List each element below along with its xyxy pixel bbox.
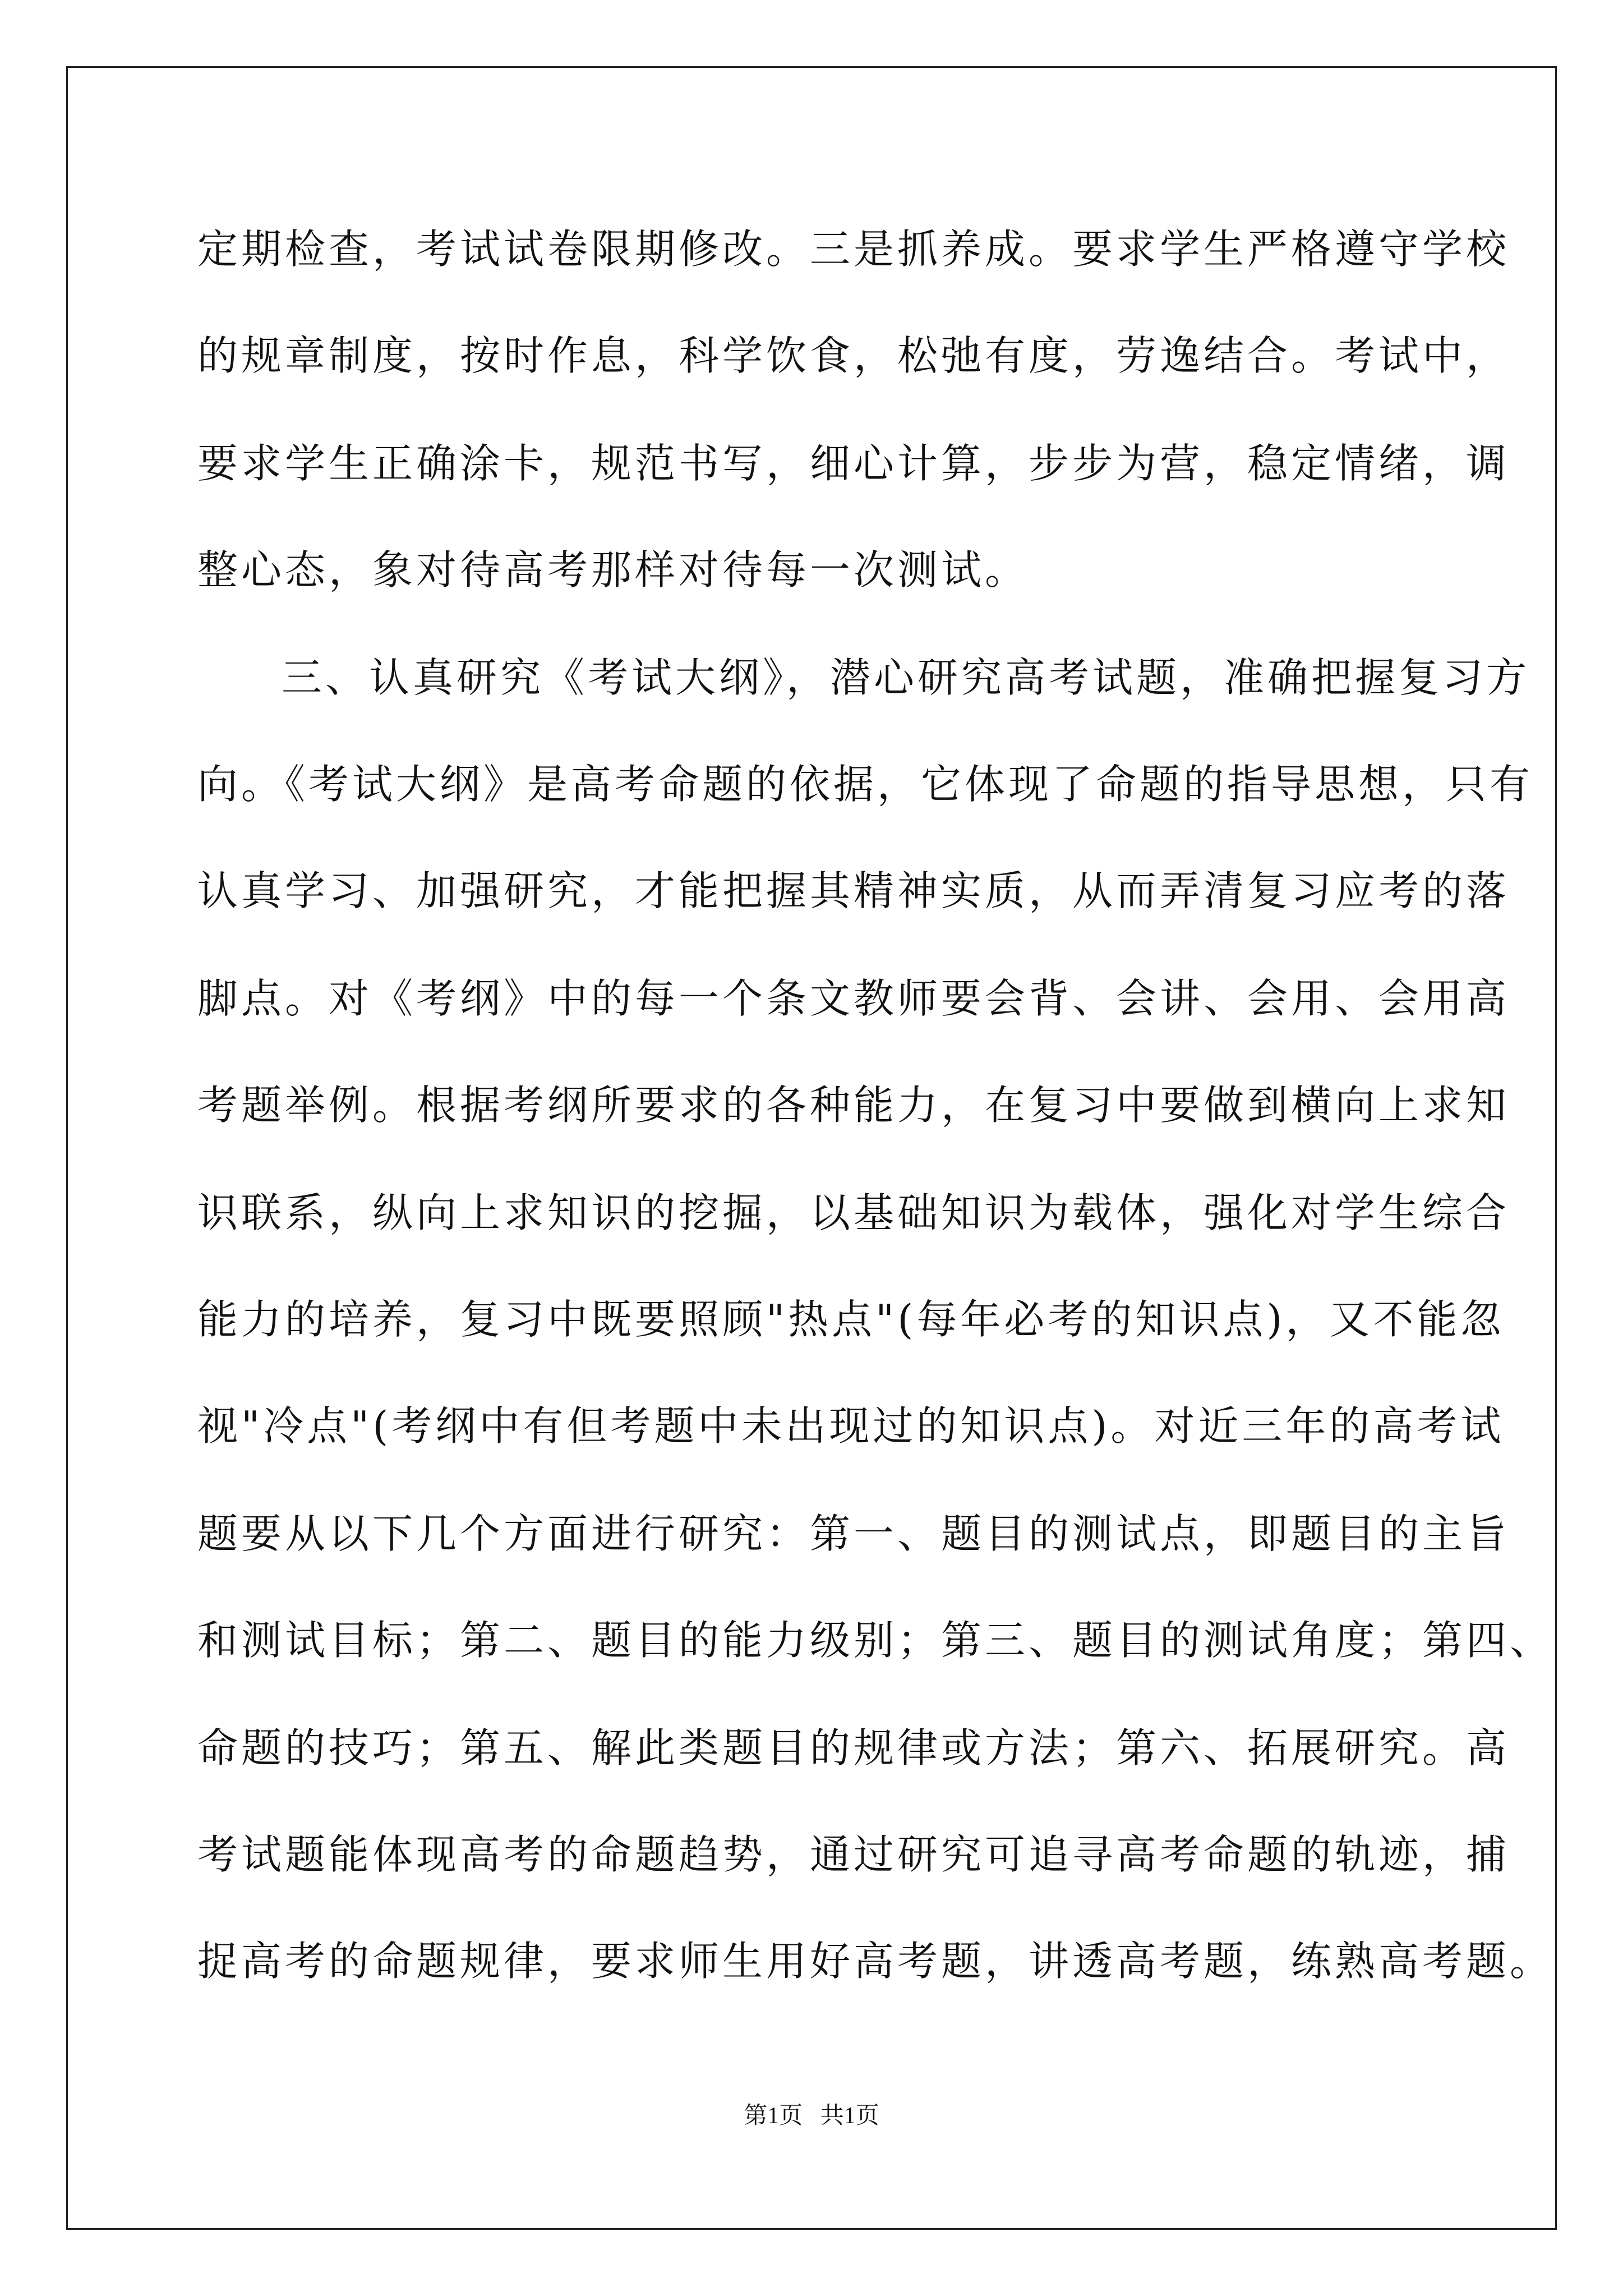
text-line: 题要从以下几个方面进行研究：第一、题目的测试点，即题目的主旨: [197, 1510, 1510, 1557]
text-line: 整心态，象对待高考那样对待每一次测试。: [197, 546, 1029, 593]
text-line: 三、认真研究《考试大纲》，潜心研究高考试题，准确把握复习方: [282, 654, 1530, 701]
page-border: [66, 66, 1557, 2230]
text-line: 考试题能体现高考的命题趋势，通过研究可追寻高考命题的轨迹，捕: [197, 1831, 1510, 1878]
text-line: 认真学习、加强研究，才能把握其精神实质，从而弄清复习应考的落: [197, 867, 1510, 914]
text-line: 捉高考的命题规律，要求师生用好高考题，讲透高考题，练熟高考题。: [197, 1938, 1554, 1985]
page-number: 第1页 共1页: [744, 2103, 879, 2129]
text-line: 视"冷点"(考纲中有但考题中未出现过的知识点)。对近三年的高考试: [197, 1402, 1505, 1450]
text-line: 考题举例。根据考纲所要求的各种能力，在复习中要做到横向上求知: [197, 1082, 1510, 1129]
text-line: 向。《考试大纲》是高考命题的依据，它体现了命题的指导思想，只有: [197, 761, 1534, 808]
text-line: 要求学生正确涂卡，规范书写，细心计算，步步为营，稳定情绪，调: [197, 440, 1510, 487]
text-line: 和测试目标；第二、题目的能力级别；第三、题目的测试角度；第四、: [197, 1617, 1554, 1664]
text-line: 识联系，纵向上求知识的挖掘，以基础知识为载体，强化对学生综合: [197, 1189, 1510, 1236]
text-line: 定期检查，考试试卷限期修改。三是抓养成。要求学生严格遵守学校: [197, 226, 1510, 273]
text-line: 的规章制度，按时作息，科学饮食，松弛有度，劳逸结合。考试中，: [197, 332, 1510, 379]
text-line: 脚点。对《考纲》中的每一个条文教师要会背、会讲、会用、会用高: [197, 975, 1510, 1022]
text-line: 能力的培养，复习中既要照顾"热点"(每年必考的知识点)，又不能忽: [197, 1296, 1505, 1343]
text-line: 命题的技巧；第五、解此类题目的规律或方法；第六、拓展研究。高: [197, 1724, 1510, 1772]
